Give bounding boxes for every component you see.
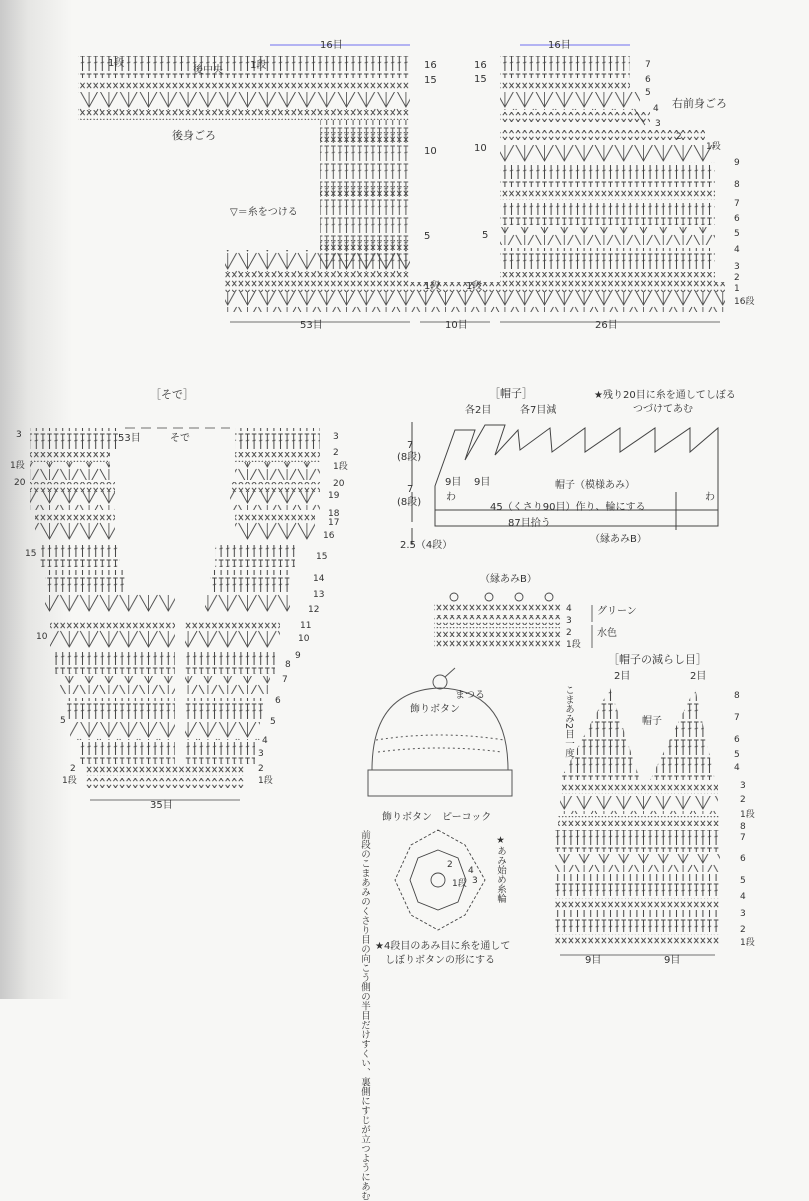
edging-row-2: 2 <box>566 628 572 638</box>
hat-pickup-note: 87目拾う <box>508 518 551 529</box>
back-row5: 5 <box>424 231 431 242</box>
sleeve-right-row-13: 13 <box>313 590 325 600</box>
hat-title: ［帽子］ <box>489 387 533 400</box>
sleeve-left-row-1b: 1段 <box>62 776 77 786</box>
back-count-53: 53目 <box>300 320 323 331</box>
sleeve-title: ［そで］ <box>150 388 194 401</box>
back-row10: 10 <box>424 146 437 157</box>
sleeve-right-row-5: 5 <box>270 717 276 727</box>
sleeve-right-row-2: 2 <box>333 448 339 458</box>
right-front-chart <box>500 45 715 282</box>
sleeve-right-row-1b: 1段 <box>258 776 273 786</box>
sleeve-right-row-10: 10 <box>298 634 310 644</box>
decrease-row-top-1: 1段 <box>740 810 755 820</box>
edging-b-title: （縁あみB） <box>480 574 537 585</box>
decrease-row-bottom-3: 3 <box>740 909 746 919</box>
hat-each2: 各2目 <box>465 405 492 416</box>
back-row16: 16 <box>424 60 437 71</box>
sleeve-right-row-4: 4 <box>262 736 268 746</box>
decrease-row-bottom-8: 8 <box>740 822 746 832</box>
hat-dim2: 7 <box>407 484 414 495</box>
front-left-row15: 15 <box>474 74 487 85</box>
hat-pattern-label: 帽子（模様あみ） <box>555 480 635 491</box>
front-right-row-1b: 1 <box>734 284 740 294</box>
edging-row-1: 1段 <box>566 640 581 650</box>
hat-dim1-rows: (8段) <box>397 452 422 463</box>
hat-note-top: ★残り20目に糸を通してしぼる <box>594 390 736 401</box>
hat-dim1: 7 <box>407 440 414 451</box>
hat-wa-left: わ <box>446 492 456 503</box>
hat-dim3: 2.5（4段） <box>400 540 453 551</box>
sleeve-right-row-3: 3 <box>333 432 339 442</box>
front-right-row-7b: 7 <box>734 199 740 209</box>
front-right-row-4: 4 <box>653 104 659 114</box>
illustration-matsuru: まつる <box>455 690 485 701</box>
sleeve-right-row-9: 9 <box>295 651 301 661</box>
front-right-row-4b: 4 <box>734 245 740 255</box>
sleeve-right-row-2b: 2 <box>258 764 264 774</box>
back-body-title: 後身ごろ <box>172 129 216 142</box>
edging-row-3: 3 <box>566 616 572 626</box>
right-front-title: 右前身ごろ <box>672 97 727 110</box>
back-row1-label-left: 1段 <box>108 58 125 69</box>
decrease-row-bottom-1: 1段 <box>740 938 755 948</box>
attach-yarn-legend: ▽＝糸をつける <box>230 207 298 218</box>
decrease-nine2: 9目 <box>664 955 681 966</box>
hat-note-continue: つづけてあむ <box>633 404 693 415</box>
decrease-row-top-2: 2 <box>740 795 746 805</box>
hat-edging-label: （縁あみB） <box>590 534 647 545</box>
front-right-row-7: 7 <box>645 60 651 70</box>
deco-button-vertical-note: 前段のこまあみのくさり目の向こう側の半目だけすくい、裏側にすじが立つようにあむ <box>359 830 370 1201</box>
sleeve-left-row-15: 15 <box>25 549 37 559</box>
front-right-row-16b: 16段 <box>734 297 755 307</box>
sleeve-right-row-15: 15 <box>316 552 328 562</box>
front-right-row-6: 6 <box>645 75 651 85</box>
front-right-row-5b: 5 <box>734 229 740 239</box>
sleeve-right-row-16: 16 <box>323 531 335 541</box>
hat-illustration <box>368 668 512 796</box>
sleeve-right-row-18: 18 <box>328 509 340 519</box>
front-left-row5: 5 <box>482 230 489 241</box>
front-left-row16: 16 <box>474 60 487 71</box>
decrease-row-bottom-4: 4 <box>740 892 746 902</box>
sleeve-chart <box>30 428 320 800</box>
decrease-row-bottom-6: 6 <box>740 854 746 864</box>
bridge-count-10: 10目 <box>445 320 468 331</box>
decrease-row-bottom-2: 2 <box>740 925 746 935</box>
sleeve-right-row-11: 11 <box>300 621 312 631</box>
decrease-row-top-7: 7 <box>734 713 740 723</box>
decrease-row-bottom-7: 7 <box>740 833 746 843</box>
back-row1: 1段 <box>424 281 441 292</box>
decrease-title: ［帽子の減らし目］ <box>608 653 707 666</box>
deco-button-note1: ★4段目のあみ目に糸を通して <box>375 941 511 952</box>
sleeve-left-row-5: 5 <box>60 716 66 726</box>
sleeve-left-row-10: 10 <box>36 632 48 642</box>
sleeve-left-row-1: 1段 <box>10 461 25 471</box>
illustration-button: 飾りボタン <box>410 704 460 715</box>
front-right-row-5: 5 <box>645 88 651 98</box>
front-count-26: 26目 <box>595 320 618 331</box>
deco-button-note2: しぼりボタンの形にする <box>385 955 495 966</box>
decrease-nine1: 9目 <box>585 955 602 966</box>
edging-aqua-label: 水色 <box>597 628 617 639</box>
front-right-row-9: 9 <box>734 158 740 168</box>
front-right-row-3: 3 <box>655 119 661 129</box>
decrease-row-top-5: 5 <box>734 750 740 760</box>
deco-num-1: 1段 <box>452 879 467 889</box>
front-right-row-3b: 3 <box>734 262 740 272</box>
front-right-row-6b: 6 <box>734 214 740 224</box>
decrease-two1: 2目 <box>614 671 631 682</box>
back-row1-label-mid: 1段 <box>250 60 267 71</box>
back-center-label: 後中央 <box>193 65 223 76</box>
hat-each7: 各7目減 <box>520 405 557 416</box>
decrease-two2: 2目 <box>690 671 707 682</box>
sleeve-right-row-8: 8 <box>285 660 291 670</box>
sleeve-right-row-7: 7 <box>282 675 288 685</box>
hat-wa-right: わ <box>705 492 715 503</box>
decrease-vertical-note: こまあみ2目一度 <box>563 685 574 758</box>
deco-button-title: 飾りボタン ピーコック <box>382 812 492 823</box>
deco-num-4: 4 <box>468 866 474 876</box>
hat-nine2: 9目 <box>474 477 491 488</box>
hat-dim2-rows: (8段) <box>397 497 422 508</box>
sleeve-right-row-17: 17 <box>328 518 340 528</box>
sleeve-left-row-3: 3 <box>16 430 22 440</box>
decrease-row-bottom-5: 5 <box>740 876 746 886</box>
decrease-row-top-4: 4 <box>734 763 740 773</box>
front-right-row-2b: 2 <box>734 273 740 283</box>
deco-num-2: 2 <box>447 860 453 870</box>
hat-chain-note: 45（くさり90目）作り、輪にする <box>490 502 646 513</box>
sleeve-right-row-14: 14 <box>313 574 325 584</box>
decrease-hat-label: 帽子 <box>642 716 662 727</box>
hat-nine1: 9目 <box>445 477 462 488</box>
sleeve-left-row-20: 20 <box>14 478 26 488</box>
sleeve-right-row-19: 19 <box>328 491 340 501</box>
sleeve-center-label: そで <box>170 433 190 444</box>
sleeve-bottom-count: 35目 <box>150 800 173 811</box>
front-top-count: 16目 <box>548 40 571 51</box>
sleeve-right-row-1: 1段 <box>333 462 348 472</box>
deco-button-start-note: ★あみ始め糸輪 <box>495 835 506 903</box>
sleeve-top-count: 53目 <box>118 433 141 444</box>
front-right-row-8: 8 <box>734 180 740 190</box>
front-right-row-2: 2 <box>676 132 682 142</box>
decrease-row-top-3: 3 <box>740 781 746 791</box>
edging-row-4: 4 <box>566 604 572 614</box>
front-right-row-1: 1段 <box>706 142 721 152</box>
decrease-row-top-8: 8 <box>734 691 740 701</box>
hat-decrease-chart <box>555 688 720 955</box>
sleeve-right-row-3b: 3 <box>258 749 264 759</box>
back-row15: 15 <box>424 75 437 86</box>
bridge-row1: 1段 <box>466 281 483 292</box>
sleeve-right-row-20: 20 <box>333 479 345 489</box>
back-top-count: 16目 <box>320 40 343 51</box>
front-left-row10: 10 <box>474 143 487 154</box>
sleeve-right-row-12: 12 <box>308 605 320 615</box>
deco-num-3: 3 <box>472 876 478 886</box>
sleeve-right-row-6: 6 <box>275 696 281 706</box>
edging-green-label: グリーン <box>597 606 637 617</box>
sleeve-left-row-2: 2 <box>70 764 76 774</box>
decrease-row-top-6: 6 <box>734 735 740 745</box>
